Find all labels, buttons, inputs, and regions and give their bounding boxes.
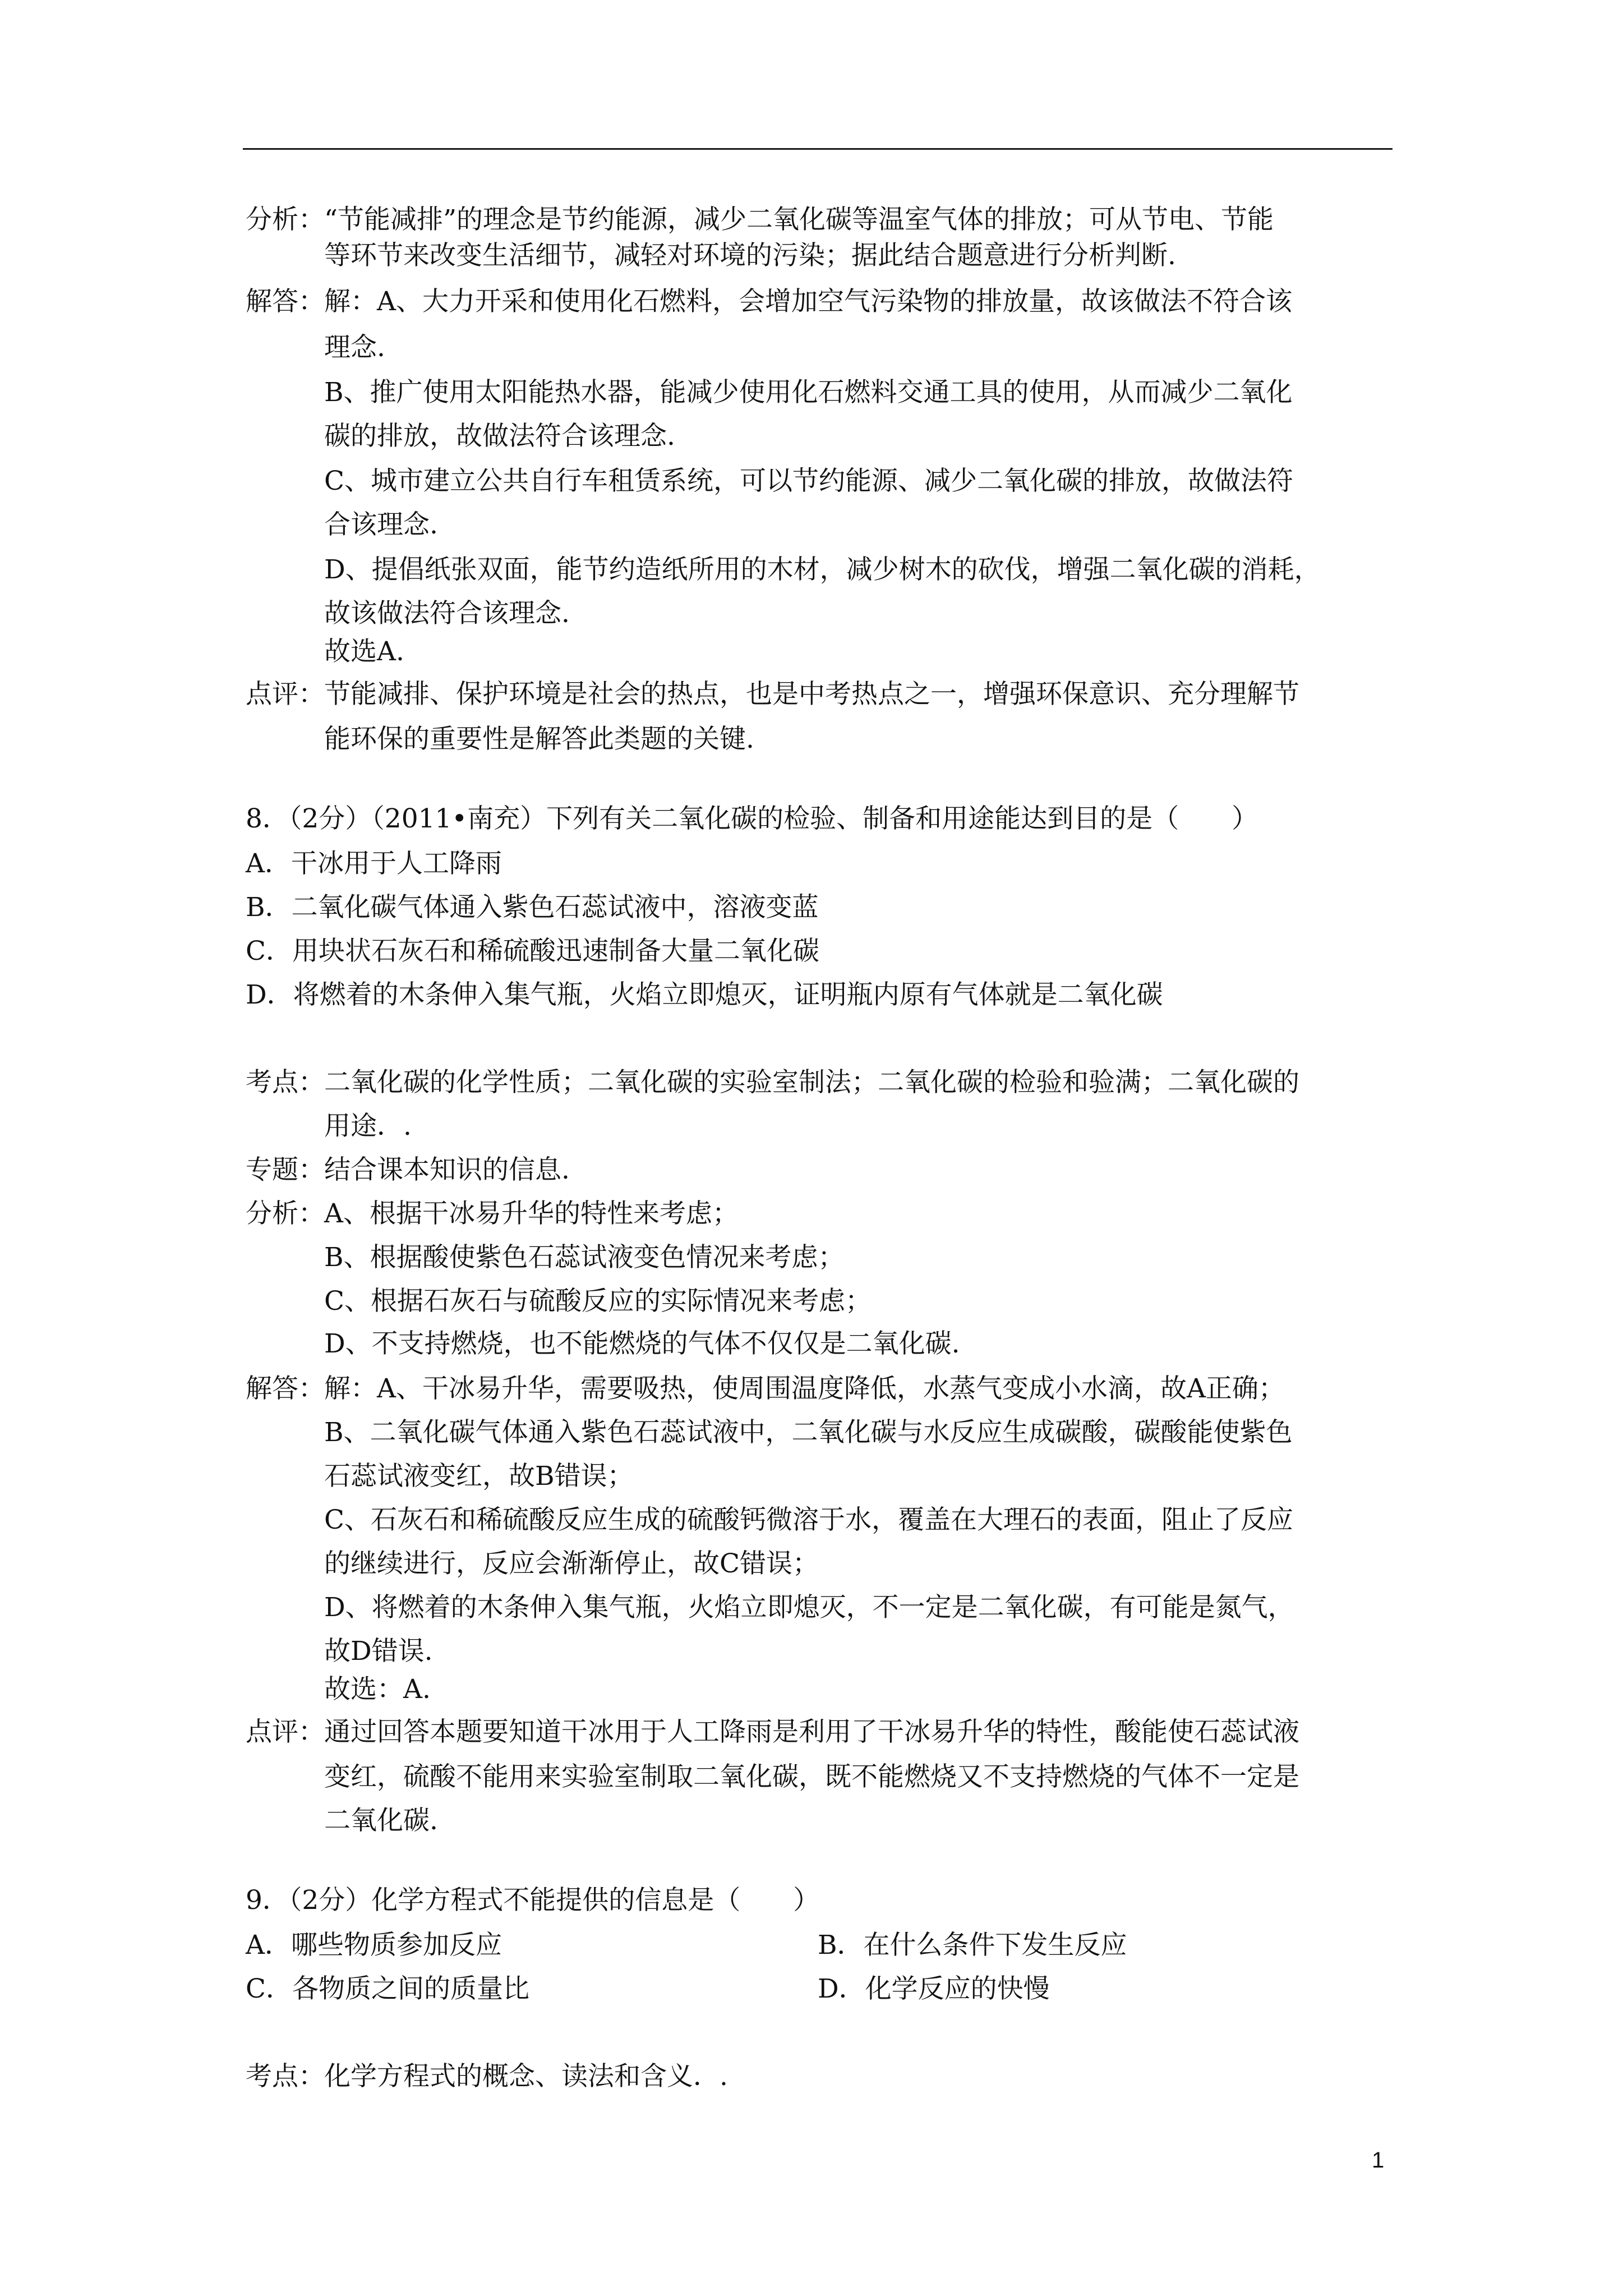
question-option: B．二氧化碳气体通入紫色石蕊试液中，溶液变蓝 xyxy=(246,892,819,923)
page-number: 1 xyxy=(1372,2148,1385,2173)
zhuanti-label: 专题： xyxy=(246,1154,325,1185)
jieda-line: 故D错误. xyxy=(324,1636,433,1667)
jieda-line: D、提倡纸张双面，能节约造纸所用的木材，减少树木的砍伐，增强二氧化碳的消耗， xyxy=(324,554,1321,585)
fenxi-line: “节能减排”的理念是节约能源，减少二氧化碳等温室气体的排放；可从节电、节能 xyxy=(324,204,1274,235)
kaodian-line: 用途．. xyxy=(324,1111,412,1142)
jieda-line: D、将燃着的木条伸入集气瓶，火焰立即熄灭，不一定是二氧化碳，有可能是氮气， xyxy=(324,1592,1294,1623)
dianping-line: 节能减排、保护环境是社会的热点，也是中考热点之一，增强环保意识、充分理解节 xyxy=(324,679,1299,710)
question-option: C．用块状石灰石和稀硫酸迅速制备大量二氧化碳 xyxy=(246,936,819,967)
kaodian-label: 考点： xyxy=(246,2061,325,2092)
zhuanti-text: 结合课本知识的信息. xyxy=(324,1154,570,1185)
question-stem: 8．（2分）（2011•南充）下列有关二氧化碳的检验、制备和用途能达到目的是（ ） xyxy=(246,803,1258,834)
question-option: D．将燃着的木条伸入集气瓶，火焰立即熄灭，证明瓶内原有气体就是二氧化碳 xyxy=(246,979,1163,1010)
dianping-line: 二氧化碳. xyxy=(324,1805,438,1836)
dianping-label: 点评： xyxy=(246,1717,325,1747)
dianping-label: 点评： xyxy=(246,679,325,710)
fenxi-label: 分析： xyxy=(246,1198,325,1229)
jieda-label: 解答： xyxy=(246,1373,325,1404)
kaodian-line: 二氧化碳的化学性质；二氧化碳的实验室制法；二氧化碳的检验和验满；二氧化碳的 xyxy=(324,1067,1299,1098)
header-rule xyxy=(243,148,1393,150)
jieda-label: 解答： xyxy=(246,286,325,317)
jieda-line: 碳的排放，故做法符合该理念. xyxy=(324,421,675,452)
jieda-line: 合该理念. xyxy=(324,509,438,540)
dianping-line: 能环保的重要性是解答此类题的关键. xyxy=(324,724,754,754)
jieda-line: 解：A、大力开采和使用化石燃料，会增加空气污染物的排放量，故该做法不符合该 xyxy=(324,286,1292,317)
kaodian-label: 考点： xyxy=(246,1067,325,1098)
jieda-line: 的继续进行，反应会渐渐停止，故C错误； xyxy=(324,1548,819,1579)
question-option: B．在什么条件下发生反应 xyxy=(818,1930,1127,1961)
jieda-line: B、推广使用太阳能热水器，能减少使用化石燃料交通工具的使用，从而减少二氧化 xyxy=(324,377,1293,408)
jieda-line: 故选A. xyxy=(324,636,404,667)
jieda-line: 石蕊试液变红，故B错误； xyxy=(324,1461,634,1492)
jieda-line: C、城市建立公共自行车租赁系统，可以节约能源、减少二氧化碳的排放，故做法符 xyxy=(324,466,1293,496)
jieda-line: 理念. xyxy=(324,332,385,363)
jieda-line: C、石灰石和稀硫酸反应生成的硫酸钙微溶于水，覆盖在大理石的表面，阻止了反应 xyxy=(324,1504,1293,1535)
question-option: C．各物质之间的质量比 xyxy=(246,1973,529,2004)
jieda-line: 故选：A. xyxy=(324,1674,431,1705)
question-option: D．化学反应的快慢 xyxy=(818,1973,1050,2004)
fenxi-line: B、根据酸使紫色石蕊试液变色情况来考虑； xyxy=(324,1242,845,1273)
jieda-line: 故该做法符合该理念. xyxy=(324,598,570,629)
fenxi-line: C、根据石灰石与硫酸反应的实际情况来考虑； xyxy=(324,1286,872,1317)
question-option: A．干冰用于人工降雨 xyxy=(246,848,502,879)
fenxi-line: D、不支持燃烧，也不能燃烧的气体不仅仅是二氧化碳. xyxy=(324,1328,960,1359)
fenxi-line: 等环节来改变生活细节，减轻对环境的污染；据此结合题意进行分析判断. xyxy=(324,240,1176,271)
question-option: A．哪些物质参加反应 xyxy=(246,1930,502,1961)
kaodian-text: 化学方程式的概念、读法和含义．. xyxy=(324,2061,728,2092)
dianping-line: 变红，硫酸不能用来实验室制取二氧化碳，既不能燃烧又不支持燃烧的气体不一定是 xyxy=(324,1761,1299,1792)
jieda-line: B、二氧化碳气体通入紫色石蕊试液中，二氧化碳与水反应生成碳酸，碳酸能使紫色 xyxy=(324,1417,1293,1448)
fenxi-label: 分析： xyxy=(246,204,325,235)
fenxi-line: A、根据干冰易升华的特性来考虑； xyxy=(324,1198,739,1229)
dianping-line: 通过回答本题要知道干冰用于人工降雨是利用了干冰易升华的特性，酸能使石蕊试液 xyxy=(324,1717,1299,1747)
question-stem: 9．（2分）化学方程式不能提供的信息是（ ） xyxy=(246,1885,820,1916)
jieda-line: 解：A、干冰易升华，需要吸热，使周围温度降低，水蒸气变成小水滴，故A正确； xyxy=(324,1373,1285,1404)
